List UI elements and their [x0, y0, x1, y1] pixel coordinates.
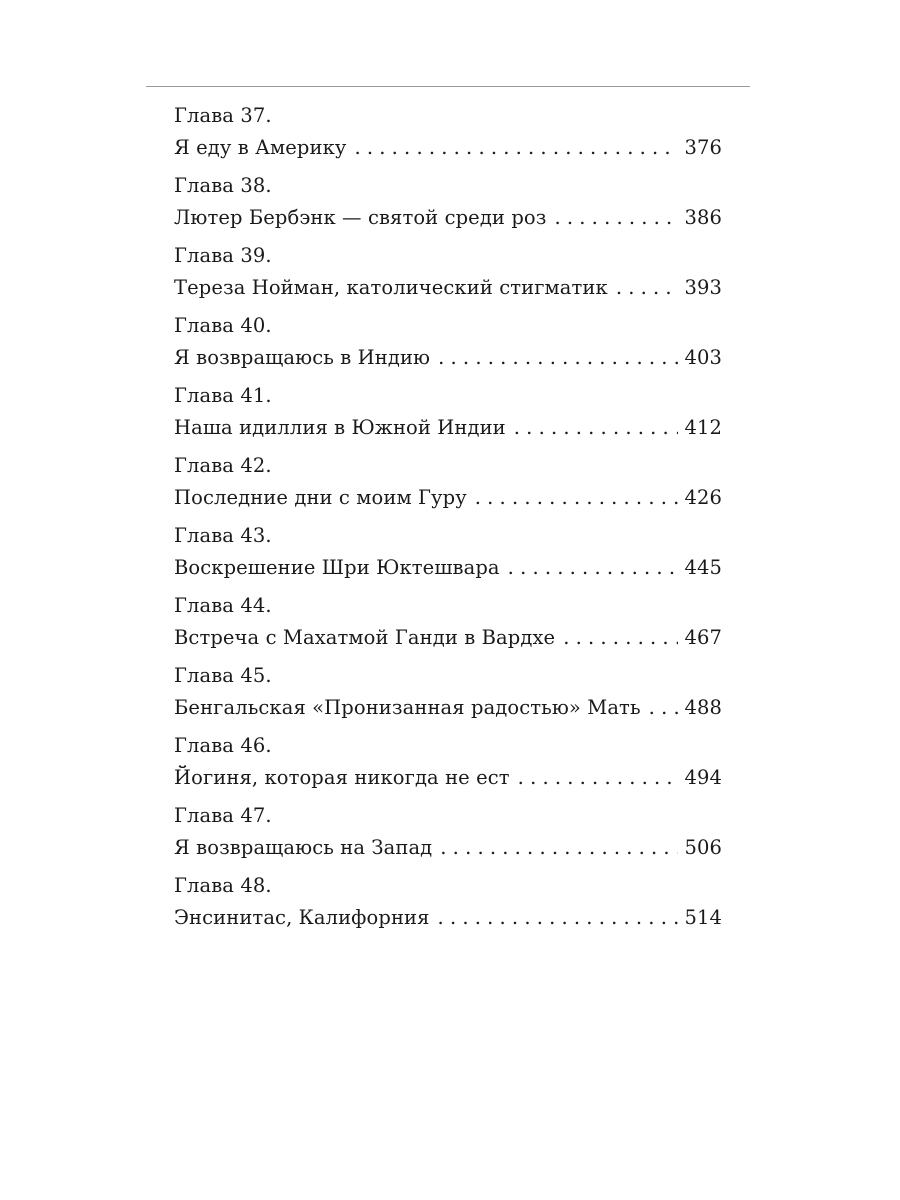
toc-entry [174, 380, 722, 450]
chapter-number: Глава 37. [174, 104, 272, 127]
chapter-title: Я возвращаюсь в Индию [174, 346, 431, 369]
toc-entry [174, 660, 722, 730]
toc-entry [174, 310, 722, 380]
page-number: 403 [684, 346, 722, 369]
page-number: 494 [684, 766, 722, 789]
dot-leader [563, 622, 678, 654]
dot-leader [649, 692, 679, 724]
page-number: 412 [684, 416, 722, 439]
dot-leader [440, 832, 678, 864]
dot-leader [514, 412, 679, 444]
page-number: 514 [684, 906, 722, 929]
page-number: 467 [684, 626, 722, 649]
dot-leader [508, 552, 679, 584]
dot-leader [438, 902, 679, 934]
chapter-number: Глава 47. [174, 804, 272, 827]
toc-entry [174, 450, 722, 520]
page-number: 426 [684, 486, 722, 509]
chapter-title: Воскрешение Шри Юктешвара [174, 556, 500, 579]
chapter-number: Глава 44. [174, 594, 272, 617]
toc-line [174, 762, 722, 794]
toc-line [174, 412, 722, 444]
table-of-contents [174, 100, 722, 940]
toc-line [174, 902, 722, 934]
toc-line [174, 832, 722, 864]
chapter-title: Последние дни с моим Гуру [174, 486, 467, 509]
toc-entry [174, 170, 722, 240]
toc-line [174, 692, 722, 724]
toc-entry [174, 590, 722, 660]
page-number: 386 [684, 206, 722, 229]
toc-entry [174, 100, 722, 170]
toc-line [174, 552, 722, 584]
toc-entry [174, 870, 722, 940]
chapter-number: Глава 38. [174, 174, 272, 197]
dot-leader [518, 762, 679, 794]
page-number: 376 [684, 136, 722, 159]
chapter-number: Глава 45. [174, 664, 272, 687]
toc-line [174, 622, 722, 654]
chapter-title: Бенгальская «Пронизанная радостью» Мать [174, 696, 641, 719]
toc-entry [174, 800, 722, 870]
toc-entry [174, 240, 722, 310]
chapter-number: Глава 40. [174, 314, 272, 337]
toc-entry [174, 520, 722, 590]
toc-line [174, 202, 722, 234]
dot-leader [554, 202, 678, 234]
toc-line [174, 482, 722, 514]
chapter-number: Глава 43. [174, 524, 272, 547]
chapter-number: Глава 46. [174, 734, 272, 757]
page-number: 445 [684, 556, 722, 579]
chapter-title: Встреча с Махатмой Ганди в Вардхе [174, 626, 556, 649]
header-rule [146, 86, 750, 87]
chapter-title: Йогиня, которая никогда не ест [174, 766, 510, 789]
chapter-number: Глава 39. [174, 244, 272, 267]
dot-leader [616, 272, 679, 304]
dot-leader [354, 132, 678, 164]
dot-leader [438, 342, 678, 374]
page-number: 506 [684, 836, 722, 859]
chapter-number: Глава 41. [174, 384, 272, 407]
dot-leader [475, 482, 679, 514]
chapter-title: Наша идиллия в Южной Индии [174, 416, 506, 439]
page-number: 393 [684, 276, 722, 299]
chapter-number: Глава 42. [174, 454, 272, 477]
chapter-title: Я возвращаюсь на Запад [174, 836, 433, 859]
toc-line [174, 272, 722, 304]
chapter-title: Энсинитас, Калифорния [174, 906, 430, 929]
chapter-title: Я еду в Америку [174, 136, 347, 159]
toc-line [174, 342, 722, 374]
chapter-number: Глава 48. [174, 874, 272, 897]
chapter-title: Лютер Бербэнк — святой среди роз [174, 206, 547, 229]
toc-entry [174, 730, 722, 800]
chapter-title: Тереза Нойман, католический стигматик [174, 276, 608, 299]
page-number: 488 [684, 696, 722, 719]
toc-line [174, 132, 722, 164]
